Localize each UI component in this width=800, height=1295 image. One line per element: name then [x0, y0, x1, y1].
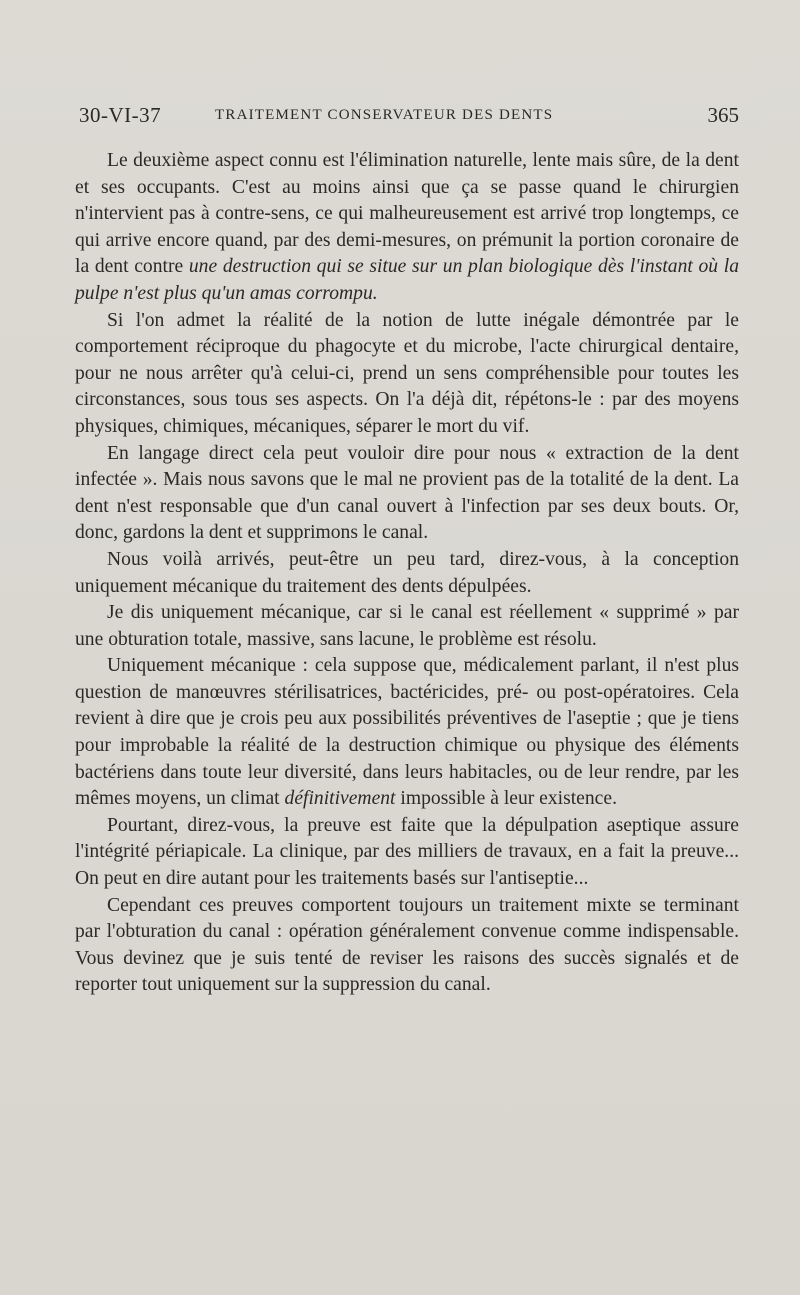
- header-title: TRAITEMENT CONSERVATEUR DES DENTS: [215, 107, 554, 123]
- paragraph: Si l'on admet la réalité de la notion de lutte inégale démontrée par le comportement réciproque du phagocyte et du microbe, l'acte chirurgical dentaire, pour ne nous arrêter qu'à celui-ci, prend un sens compréhensible pour toutes les circonstances, sous tous ses aspects. On l'a déjà dit, répétons-le : par des moyens physiques, chimiques, mécaniques, séparer le mort du vif.: [75, 309, 739, 437]
- paragraph: Je dis uniquement mécanique, car si le canal est réellement « supprimé » par une obturation totale, massive, sans lacune, le problème est résolu.: [75, 602, 739, 650]
- running-head: [79, 103, 739, 133]
- paragraph: Uniquement mécanique : cela suppose que, médicalement parlant, il n'est plus question de manœuvres stérilisatrices, bactéricides, pré- ou post-opératoires. Cela revient à dire que je crois peu aux possibilités préventives de l'aseptie ; que je tiens pour improbable la réalité de la destruction chimique ou physique des éléments bactériens dans toute leur diversité, dans leurs habitacles, ou de leur rendre, par les mêmes moyens, un climat définitivement impossible à leur existence.: [75, 655, 739, 810]
- paragraph: Le deuxième aspect connu est l'élimination naturelle, lente mais sûre, de la dent et ses occupants. C'est au moins ainsi que ça se passe quand le chirurgien n'intervient pas à contre-sens, ce qui malheureusement est arrivé trop longtemps, ce qui arrive encore quand, par des demi-mesures, on prémunit la portion coronaire de la dent contre une destruction qui se situe sur un plan biologique dès l'instant où la pulpe n'est plus qu'un amas corrompu.: [75, 150, 739, 304]
- body-text: [75, 148, 739, 999]
- paragraph: Nous voilà arrivés, peut-être un peu tard, direz-vous, à la conception uniquement mécanique du traitement des dents dépulpées.: [75, 548, 739, 597]
- paragraph: En langage direct cela peut vouloir dire pour nous « extraction de la dent infectée ». Mais nous savons que le mal ne provient pas de la totalité de la dent. La dent n'est responsable que d'un canal ouvert à l'infection par ses deux bouts. Or, donc, gardons la dent et supprimons le canal.: [75, 442, 739, 544]
- paragraph: Cependant ces preuves comportent toujours un traitement mixte se terminant par l'obturation du canal : opération généralement convenue comme indispensable. Vous devinez que je suis tenté de reviser les raisons des succès signalés et de reporter tout uniquement sur la suppression du canal.: [75, 894, 739, 996]
- header-date: 30-VI-37: [79, 103, 162, 127]
- page-number: 365: [707, 103, 739, 127]
- paragraph: Pourtant, direz-vous, la preuve est faite que la dépulpation aseptique assure l'intégrité périapicale. La clinique, par des milliers de travaux, en a fait la preuve... On peut en dire autant pour les traitements basés sur l'antiseptie...: [75, 814, 739, 890]
